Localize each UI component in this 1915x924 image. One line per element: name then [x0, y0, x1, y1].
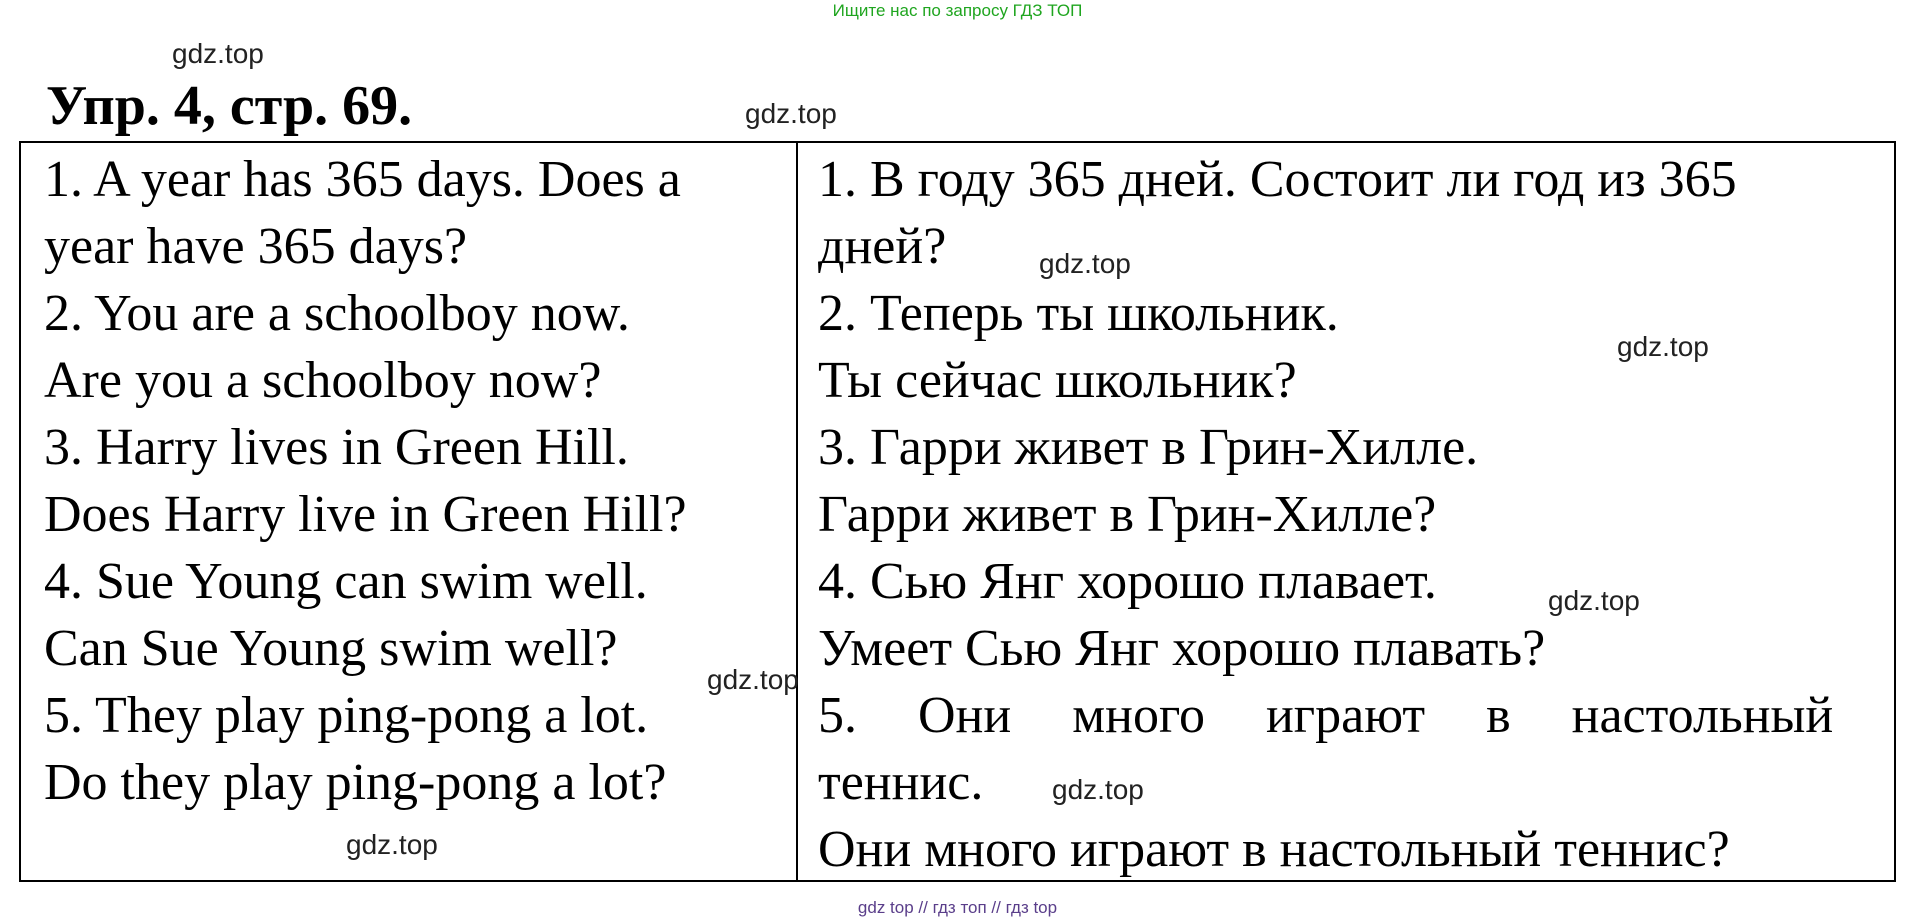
right-line-6: Гарри живет в Грин-Хилле? [818, 486, 1437, 543]
left-line-4: Are you a schoolboy now? [44, 352, 602, 409]
top-banner: Ищите нас по запросу ГДЗ ТОП [832, 1, 1083, 20]
watermark: gdz.top [346, 829, 438, 860]
right-line-11: Они много играют в настольный теннис? [818, 821, 1730, 878]
exercise-heading: Упр. 4, стр. 69. [46, 75, 413, 137]
left-line-6: Does Harry live in Green Hill? [44, 486, 687, 543]
right-line-5: 3. Гарри живет в Грин-Хилле. [818, 419, 1479, 476]
watermark: gdz.top [1617, 331, 1709, 362]
right-line-9: 5. Они много играют в настольный [818, 687, 1834, 744]
column-divider [796, 143, 798, 880]
watermark: gdz.top [1548, 585, 1640, 616]
watermark: gdz.top [745, 98, 837, 129]
right-line-1: 1. В году 365 дней. Состоит ли год из 365 [818, 151, 1737, 208]
left-line-8: Can Sue Young swim well? [44, 620, 618, 677]
watermark: gdz.top [1052, 774, 1144, 805]
watermark: gdz.top [707, 664, 799, 695]
right-line-10: теннис. [818, 754, 984, 811]
left-line-3: 2. You are a schoolboy now. [44, 285, 630, 342]
right-line-8: Умеет Сью Янг хорошо плавать? [818, 620, 1546, 677]
right-line-3: 2. Теперь ты школьник. [818, 285, 1339, 342]
right-line-2: дней? [818, 218, 947, 275]
left-line-2: year have 365 days? [44, 218, 468, 275]
left-line-1: 1. A year has 365 days. Does a [44, 151, 681, 208]
right-line-4: Ты сейчас школьник? [818, 352, 1297, 409]
left-line-10: Do they play ping-pong a lot? [44, 754, 667, 811]
watermark: gdz.top [172, 38, 264, 69]
left-line-9: 5. They play ping-pong a lot. [44, 687, 649, 744]
right-line-7: 4. Сью Янг хорошо плавает. [818, 553, 1437, 610]
left-line-7: 4. Sue Young can swim well. [44, 553, 648, 610]
footer-links: gdz top // гдз топ // гдз top [857, 898, 1058, 917]
watermark: gdz.top [1039, 248, 1131, 279]
left-line-5: 3. Harry lives in Green Hill. [44, 419, 629, 476]
